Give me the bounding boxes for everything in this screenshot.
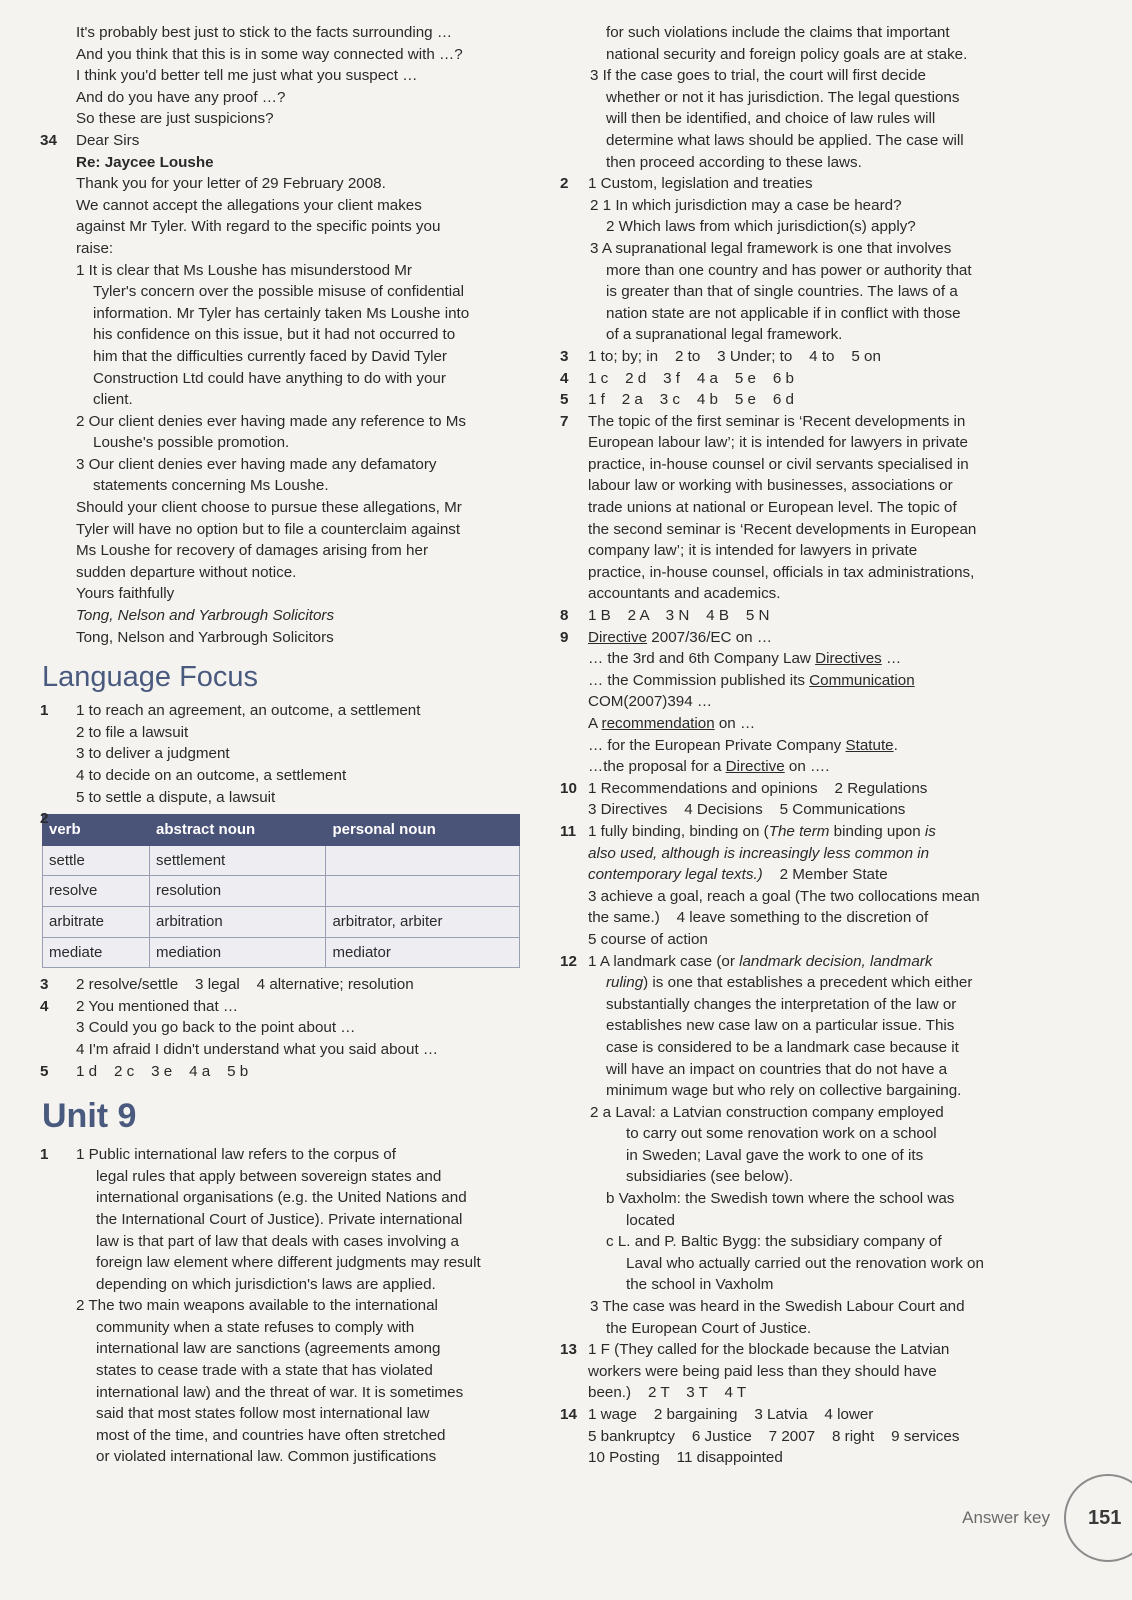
u9-q7-line bbox=[560, 411, 1060, 433]
u9-q2-part3 bbox=[560, 238, 1060, 346]
text-line: case is considered to be a landmark case because it bbox=[606, 1038, 959, 1056]
text-line: 3 The case was heard in the Swedish Labour Court and bbox=[590, 1298, 965, 1316]
u9-q11-number: 11 bbox=[560, 822, 577, 840]
q34-greeting-line bbox=[34, 130, 534, 152]
text-line: 2 The two main weapons available to the international bbox=[76, 1297, 438, 1315]
table-cell: resolution bbox=[150, 876, 326, 907]
text-line: accountants and academics. bbox=[588, 585, 781, 603]
q11-line: the same.) 4 leave something to the discretion of bbox=[588, 909, 929, 927]
text-line: international law) and the threat of war. It is sometimes bbox=[96, 1383, 464, 1401]
text-line: 2 a Laval: a Latvian construction company employed bbox=[590, 1103, 944, 1121]
unit9-answer-1 bbox=[34, 1144, 534, 1468]
text-line: Yours faithfully bbox=[76, 585, 175, 603]
text-line: 3 to deliver a judgment bbox=[76, 745, 230, 763]
answer-34 bbox=[34, 130, 534, 648]
page-footer bbox=[962, 1474, 1122, 1562]
q9-text: …the proposal for a bbox=[588, 758, 726, 776]
q34-closing bbox=[34, 497, 534, 605]
lf-q5-line bbox=[34, 1061, 534, 1083]
text-line: located bbox=[626, 1211, 675, 1229]
text-line: the second seminar is ‘Recent developments in European bbox=[588, 520, 977, 538]
text-line: labour law or working with businesses, associations or bbox=[588, 477, 953, 495]
text-line: establishes new case law on a particular issue. This bbox=[606, 1017, 955, 1035]
u9-q1-part3 bbox=[560, 65, 1060, 173]
u9-q2-sub: 2 Which laws from which jurisdiction(s) apply? bbox=[606, 218, 916, 236]
text-line: the school in Vaxholm bbox=[626, 1276, 774, 1294]
u9-q1-line bbox=[34, 1144, 534, 1166]
text-line: depending on which jurisdiction's laws are applied. bbox=[96, 1275, 436, 1293]
u9-q9-line bbox=[560, 627, 1060, 649]
q11-line: 3 achieve a goal, reach a goal (The two collocations mean bbox=[588, 887, 980, 905]
u9-q3-text: 1 to; by; in 2 to 3 Under; to 4 to 5 on bbox=[588, 347, 881, 365]
text-line: against Mr Tyler. With regard to the specific points you bbox=[76, 218, 441, 236]
q9-line bbox=[560, 648, 1060, 670]
table-cell: arbitration bbox=[150, 906, 326, 937]
lf-q4-number: 4 bbox=[40, 997, 49, 1015]
text-line: 2 Our client denies ever having made any reference to Ms bbox=[76, 412, 467, 430]
table-cell: resolve bbox=[43, 876, 150, 907]
text-line: Ms Loushe for recovery of damages arising from her bbox=[76, 542, 428, 560]
q34-point-3 bbox=[34, 454, 534, 497]
text-line: practice, in-house counsel or civil servants specialised in bbox=[588, 455, 969, 473]
text-line: sudden departure without notice. bbox=[76, 563, 297, 581]
text-line: 1 It is clear that Ms Loushe has misunderstood Mr bbox=[76, 261, 412, 279]
text-line: And you think that this is in some way connected with …? bbox=[76, 45, 463, 63]
table-cell bbox=[326, 845, 520, 876]
text-line: It's probably best just to stick to the facts surrounding … bbox=[76, 24, 453, 41]
text-line: him that the difficulties currently faced by David Tyler bbox=[93, 347, 447, 365]
u9-q12-line bbox=[560, 951, 1060, 973]
q12-text: ruling bbox=[606, 974, 644, 992]
q34-number: 34 bbox=[40, 131, 57, 149]
u9-q5-line bbox=[560, 389, 1060, 411]
table-cell bbox=[326, 876, 520, 907]
q9-line bbox=[560, 735, 1060, 757]
text-line: Loushe's possible promotion. bbox=[93, 434, 290, 452]
u9-q11-line bbox=[560, 821, 1060, 843]
text-line: said that most states follow most international law bbox=[96, 1405, 430, 1423]
table-cell: mediation bbox=[150, 937, 326, 968]
u9-q7-rest bbox=[560, 432, 1060, 605]
u9-q2-line bbox=[560, 173, 1060, 195]
q9-term: Directive bbox=[725, 758, 785, 776]
q34-point-1 bbox=[34, 260, 534, 411]
u9-q8-line bbox=[560, 605, 1060, 627]
answer-key-label: Answer key bbox=[962, 1508, 1050, 1527]
q9-text: … for the European Private Company bbox=[588, 736, 846, 754]
text-line: international organisations (e.g. the United Nations and bbox=[96, 1189, 467, 1207]
lf-q4-item: 4 I'm afraid I didn't understand what you said about … bbox=[76, 1040, 439, 1058]
text-line: the International Court of Justice). Private international bbox=[96, 1210, 463, 1228]
text-line: law is that part of law that deals with cases involving a bbox=[96, 1232, 459, 1250]
text-line: of a supranational legal framework. bbox=[606, 326, 843, 344]
unit-9-heading: Unit 9 bbox=[42, 1097, 137, 1136]
text-line: 3 If the case goes to trial, the court will first decide bbox=[590, 67, 926, 85]
text-line: the European Court of Justice. bbox=[606, 1319, 812, 1337]
q9-text: … the Commission published its bbox=[588, 671, 810, 689]
text-line: information. Mr Tyler has certainly taken Ms Loushe into bbox=[93, 304, 470, 322]
table-cell: mediator bbox=[326, 937, 520, 968]
text-line: European labour law’; it is intended for lawyers in private bbox=[588, 434, 968, 452]
q12-text: 1 A landmark case (or bbox=[588, 952, 740, 970]
text-line: We cannot accept the allegations your client makes bbox=[76, 196, 422, 214]
u9-q2-number: 2 bbox=[560, 175, 569, 193]
lf-q2-number: 2 bbox=[40, 810, 49, 828]
lf-q5-number: 5 bbox=[40, 1062, 49, 1080]
text-line: client. bbox=[93, 391, 133, 409]
text-line: more than one country and has power or authority that bbox=[606, 261, 972, 279]
lf-q1-line bbox=[34, 700, 534, 722]
left-column bbox=[34, 22, 534, 1468]
q11-text: 1 fully binding, binding on ( bbox=[588, 822, 769, 840]
u9-q10-text: 3 Directives 4 Decisions 5 Communications bbox=[588, 801, 906, 819]
lf-q3-number: 3 bbox=[40, 976, 49, 994]
u9-q2-text: 1 Custom, legislation and treaties bbox=[588, 175, 813, 193]
table-header-personal-noun: personal noun bbox=[326, 815, 520, 846]
q9-term: Directives bbox=[815, 650, 882, 668]
lf-q4-item: 3 Could you go back to the point about … bbox=[76, 1019, 356, 1037]
lf-q3-text: 2 resolve/settle 3 legal 4 alternative; resolution bbox=[76, 976, 414, 994]
u9-q12-number: 12 bbox=[560, 952, 577, 970]
u9-q13-text: been.) 2 T 3 T 4 T bbox=[588, 1384, 747, 1402]
table-row bbox=[43, 937, 520, 968]
u9-q14-text: 1 wage 2 bargaining 3 Latvia 4 lower bbox=[588, 1406, 874, 1423]
lf-q1-item: 1 to reach an agreement, an outcome, a settlement bbox=[76, 702, 421, 720]
language-focus-heading: Language Focus bbox=[42, 661, 259, 694]
q9-term: Statute bbox=[845, 736, 894, 754]
text-line: legal rules that apply between sovereign states and bbox=[96, 1167, 442, 1185]
text-line: whether or not it has jurisdiction. The legal questions bbox=[606, 88, 960, 106]
q11-text: 2 Member State bbox=[762, 866, 888, 884]
q9-text: on … bbox=[714, 715, 756, 732]
q34-greeting: Dear Sirs bbox=[76, 131, 140, 149]
word-forms-table bbox=[42, 814, 520, 968]
text-line: most of the time, and countries have often stretched bbox=[96, 1426, 446, 1444]
u9-q7-number: 7 bbox=[560, 412, 569, 430]
q9-text: . bbox=[893, 736, 898, 754]
table-header-verb: verb bbox=[43, 815, 150, 846]
table-row bbox=[43, 876, 520, 907]
text-line: then proceed according to these laws. bbox=[606, 153, 862, 171]
q11-line bbox=[560, 864, 1060, 886]
u9-q14-number: 14 bbox=[560, 1406, 577, 1423]
lf-q4-line bbox=[34, 996, 534, 1018]
text-line: Laval who actually carried out the renovation work on bbox=[626, 1254, 984, 1272]
q11-text: binding upon bbox=[829, 822, 925, 840]
text-line: to carry out some renovation work on a school bbox=[626, 1125, 937, 1143]
table-cell: settle bbox=[43, 845, 150, 876]
table-row bbox=[43, 906, 520, 937]
text-line: 3 Our client denies ever having made any defamatory bbox=[76, 455, 437, 473]
text-line: practice, in-house counsel, officials in tax administrations, bbox=[588, 563, 975, 581]
q12-part2c bbox=[560, 1231, 1060, 1296]
u9-q1-part1 bbox=[34, 1166, 534, 1296]
text-line: Tyler will have no option but to file a counterclaim against bbox=[76, 520, 461, 538]
text-line: foreign law element where different judgments may result bbox=[96, 1254, 481, 1272]
right-column bbox=[560, 22, 1060, 1469]
table-cell: settlement bbox=[150, 845, 326, 876]
text-line: And do you have any proof …? bbox=[76, 88, 286, 106]
u9-q5-number: 5 bbox=[560, 391, 569, 409]
u9-q13-text: workers were being paid less than they should have bbox=[588, 1362, 937, 1380]
lf-q1-items bbox=[34, 722, 534, 808]
dialogue-phrases bbox=[34, 22, 534, 130]
q34-point-2 bbox=[34, 411, 534, 454]
text-line: national security and foreign policy goals are at stake. bbox=[606, 45, 968, 63]
text-line: states to cease trade with a state that has violated bbox=[96, 1362, 433, 1380]
u9-q10-number: 10 bbox=[560, 779, 577, 797]
text-line: determine what laws should be applied. The case will bbox=[606, 131, 964, 149]
table-header-row bbox=[43, 815, 520, 846]
text-line: will then be identified, and choice of law rules will bbox=[606, 110, 936, 128]
u9-q5-text: 1 f 2 a 3 c 4 b 5 e 6 d bbox=[588, 391, 794, 409]
text-line: 5 to settle a dispute, a lawsuit bbox=[76, 788, 276, 806]
u9-q4-number: 4 bbox=[560, 369, 569, 387]
u9-q13-number: 13 bbox=[560, 1341, 577, 1359]
q12-text: landmark decision, landmark bbox=[739, 952, 933, 970]
lf-q3-line bbox=[34, 974, 534, 996]
q12-text: ) is one that establishes a precedent which either bbox=[643, 974, 973, 992]
text-line: for such violations include the claims that important bbox=[606, 24, 950, 41]
text-line: international law are sanctions (agreements among bbox=[96, 1340, 441, 1358]
text-line: Thank you for your letter of 29 February 2008. bbox=[76, 175, 386, 193]
u9-q10-line bbox=[560, 778, 1060, 800]
table-cell: arbitrate bbox=[43, 906, 150, 937]
q12-part2a bbox=[560, 1102, 1060, 1188]
q34-opening bbox=[34, 173, 534, 259]
q12-part3 bbox=[560, 1296, 1060, 1339]
text-line: So these are just suspicions? bbox=[76, 110, 274, 128]
u9-q1-number: 1 bbox=[40, 1146, 49, 1164]
u9-q14-line bbox=[560, 1404, 1060, 1426]
u9-q1-part2 bbox=[34, 1295, 534, 1468]
text-line: will have an impact on countries that do not have a bbox=[606, 1060, 948, 1078]
q12-part2b bbox=[560, 1188, 1060, 1231]
u9-q4-text: 1 c 2 d 3 f 4 a 5 e 6 b bbox=[588, 369, 794, 387]
q9-text: … bbox=[881, 650, 902, 668]
page-number: 151 bbox=[1064, 1474, 1132, 1562]
text-line: 2 to file a lawsuit bbox=[76, 723, 189, 741]
table-row bbox=[43, 845, 520, 876]
text-line: b Vaxholm: the Swedish town where the school was bbox=[606, 1190, 955, 1208]
q9-line bbox=[560, 756, 1060, 778]
text-line: Construction Ltd could have anything to do with your bbox=[93, 369, 446, 387]
u9-q8-text: 1 B 2 A 3 N 4 B 5 N bbox=[588, 607, 770, 625]
q9-line bbox=[560, 713, 1060, 735]
q9-line bbox=[560, 670, 1060, 692]
q9-term: Directive bbox=[588, 628, 648, 646]
text-line: c L. and P. Baltic Bygg: the subsidiary company of bbox=[606, 1233, 942, 1251]
table-cell: mediate bbox=[43, 937, 150, 968]
q11-text: is bbox=[924, 822, 936, 840]
q12-part1-rest bbox=[560, 994, 1060, 1102]
text-line: his confidence on this issue, but it had not occurred to bbox=[93, 326, 456, 344]
q9-term: Communication bbox=[809, 671, 915, 689]
text-line: subsidiaries (see below). bbox=[626, 1168, 794, 1186]
text-line: substantially changes the interpretation of the law or bbox=[606, 995, 957, 1013]
q11-line: also used, although is increasingly less common in bbox=[588, 844, 930, 862]
u9-q4-line bbox=[560, 368, 1060, 390]
u9-q10-text: 1 Recommendations and opinions 2 Regulations bbox=[588, 779, 928, 797]
text-line: I think you'd better tell me just what you suspect … bbox=[76, 67, 418, 85]
u9-q9-number: 9 bbox=[560, 628, 569, 646]
text-line: nation state are not applicable if in conflict with those bbox=[606, 304, 961, 322]
text-line: raise: bbox=[76, 239, 114, 257]
text-line: or violated international law. Common justifications bbox=[96, 1448, 437, 1466]
lf-answer-1 bbox=[34, 700, 534, 808]
continued-text bbox=[560, 22, 1060, 65]
text-line: Tyler's concern over the possible misuse of confidential bbox=[93, 283, 464, 301]
u9-q7-text: The topic of the first seminar is ‘Recent developments in bbox=[588, 412, 966, 430]
table-body bbox=[43, 845, 520, 967]
table-cell: arbitrator, arbiter bbox=[326, 906, 520, 937]
lf-q4-item: 2 You mentioned that … bbox=[76, 997, 239, 1015]
q9-text: on …. bbox=[784, 758, 830, 776]
text-line: 4 to decide on an outcome, a settlement bbox=[76, 767, 347, 784]
lf-q5-text: 1 d 2 c 3 e 4 a 5 b bbox=[76, 1062, 249, 1080]
q9-text: … the 3rd and 6th Company Law bbox=[588, 650, 816, 668]
text-line: minimum wage but who rely on collective bargaining. bbox=[606, 1082, 962, 1100]
table-header-abstract-noun: abstract noun bbox=[150, 815, 326, 846]
text-line: Should your client choose to pursue these allegations, Mr bbox=[76, 499, 462, 517]
u9-q13-line bbox=[560, 1339, 1060, 1361]
u9-q8-number: 8 bbox=[560, 607, 569, 625]
u9-q13-text: 1 F (They called for the blockade because the Latvian bbox=[588, 1341, 950, 1359]
q12-line bbox=[560, 972, 1060, 994]
q9-line: COM(2007)394 … bbox=[588, 693, 713, 711]
u9-q14-text: 5 bankruptcy 6 Justice 7 2007 8 right 9 services bbox=[588, 1427, 960, 1445]
u9-q3-number: 3 bbox=[560, 347, 569, 365]
text-line: in Sweden; Laval gave the work to one of its bbox=[626, 1146, 924, 1164]
q9-text: A bbox=[588, 715, 602, 732]
text-line: community when a state refuses to comply with bbox=[96, 1318, 415, 1336]
text-line: 3 A supranational legal framework is one that involves bbox=[590, 239, 952, 257]
u9-q1-text: 1 Public international law refers to the corpus of bbox=[76, 1146, 396, 1164]
q9-term: recommendation bbox=[601, 715, 715, 732]
u9-q3-line bbox=[560, 346, 1060, 368]
text-line: trade unions at national or European level. The topic of bbox=[588, 499, 957, 517]
text-line: statements concerning Ms Loushe. bbox=[93, 477, 329, 495]
q34-signature: Tong, Nelson and Yarbrough Solicitors bbox=[76, 607, 335, 625]
text-line: is greater than that of single countries. The laws of a bbox=[606, 283, 958, 301]
u9-q14-text: 10 Posting 11 disappointed bbox=[588, 1449, 783, 1467]
q34-firm: Tong, Nelson and Yarbrough Solicitors bbox=[76, 628, 334, 646]
q11-text: contemporary legal texts.) bbox=[588, 866, 763, 884]
q9-text: 2007/36/EC on … bbox=[647, 628, 773, 646]
q34-re: Re: Jaycee Loushe bbox=[76, 153, 214, 171]
u9-q2-sub: 2 1 In which jurisdiction may a case be heard? bbox=[590, 196, 902, 214]
q11-line: 5 course of action bbox=[588, 930, 708, 948]
text-line: company law’; it is intended for lawyers in private bbox=[588, 542, 918, 560]
q11-text: The term bbox=[768, 822, 830, 840]
lf-q1-number: 1 bbox=[40, 702, 49, 720]
